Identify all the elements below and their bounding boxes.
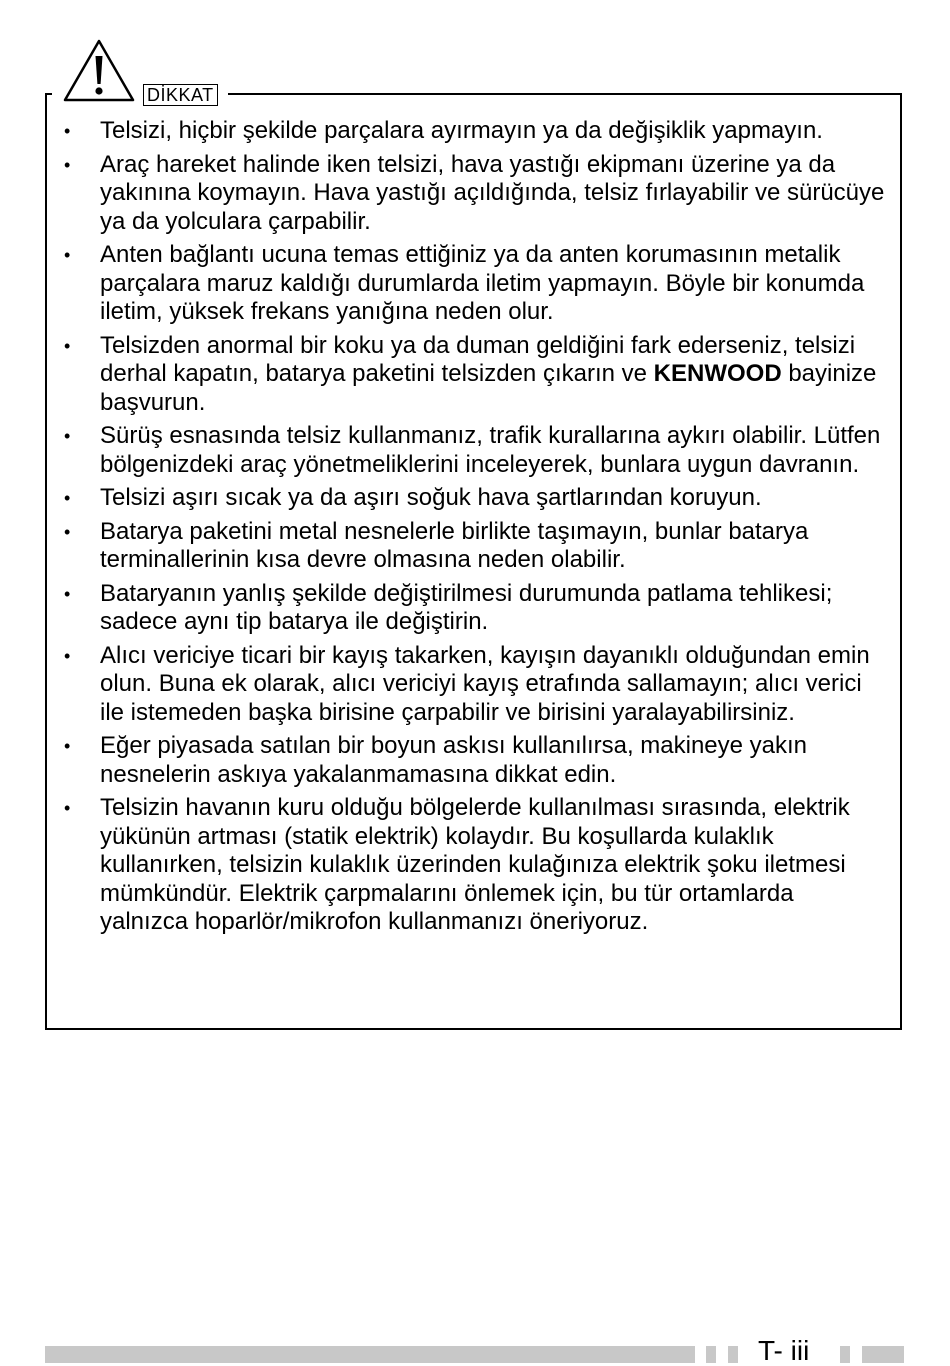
- caution-item: • Alıcı vericiye ticari bir kayış takarken, kayışın dayanıklı olduğundan emin olun. Buna ek olarak, alıcı vericiyi kayış etrafında sallamayın; alıcı verici ile istemeden başka birisine çarpabilir ve birisini yaralayabilirsiniz.: [64, 641, 870, 726]
- brand-name: KENWOOD: [653, 360, 782, 387]
- caution-item: • Telsizden anormal bir koku ya da duman geldiğini fark ederseniz, telsizi derhal kapatın, batarya paketini telsizden çıkarın ve KENWOOD bayinize başvurun.: [64, 331, 877, 416]
- caution-item: • Eğer piyasada satılan bir boyun askısı kullanılırsa, makineye yakın nesnelerin askıya yakalanmamasına dikkat edin.: [64, 732, 808, 788]
- caution-label: DİKKAT: [143, 84, 218, 106]
- footer-bar-right: [862, 1346, 904, 1363]
- caution-item: • Araç hareket halinde iken telsizi, hava yastığı ekipmanı üzerine ya da yakınına koymayın. Hava yastığı açıldığında, telsiz fırlayabilir ve sürücüye ya da yolculara çarpabilir.: [64, 150, 885, 235]
- caution-item: • Batarya paketini metal nesnelerle birlikte taşımayın, bunlar batarya terminallerinin kısa devre olmasına neden olabilir.: [64, 517, 809, 573]
- caution-list: [58, 117, 888, 942]
- caution-item: • Telsizi aşırı sıcak ya da aşırı soğuk hava şartlarından koruyun.: [64, 484, 762, 511]
- warning-triangle-icon: [62, 38, 136, 104]
- footer-square: [706, 1346, 716, 1363]
- footer-square: [840, 1346, 850, 1363]
- footer-square: [728, 1346, 738, 1363]
- page-number: T- iii: [758, 1335, 810, 1366]
- caution-item: • Telsizin havanın kuru olduğu bölgelerde kullanılması sırasında, elektrik yükünün artması (statik elektrik) kolaydır. Bu koşullarda kulaklık kullanırken, telsizin kulaklık üzerinden kulağınıza elektrik şoku iletmesi mümkündür. Elektrik çarpmalarını önlemek için, bu tür ortamlarda yalnızca hoparlör/mikrofon kullanmanızı öneriyoruz.: [64, 794, 850, 935]
- footer-bar-left: [45, 1346, 695, 1363]
- caution-item: • Telsizi, hiçbir şekilde parçalara ayırmayın ya da değişiklik yapmayın.: [64, 117, 823, 144]
- caution-item: • Anten bağlantı ucuna temas ettiğiniz ya da anten korumasının metalik parçalara maruz kaldığı durumlarda iletim yapmayın. Böyle bir konumda iletim, yüksek frekans yanığına neden olur.: [64, 241, 865, 325]
- caution-item: • Sürüş esnasında telsiz kullanmanız, trafik kurallarına aykırı olabilir. Lütfen bölgenizdeki araç yönetmeliklerini inceleyerek, bunlara uygun davranın.: [64, 422, 881, 478]
- caution-item: • Bataryanın yanlış şekilde değiştirilmesi durumunda patlama tehlikesi; sadece aynı tip batarya ile değiştirin.: [64, 579, 833, 635]
